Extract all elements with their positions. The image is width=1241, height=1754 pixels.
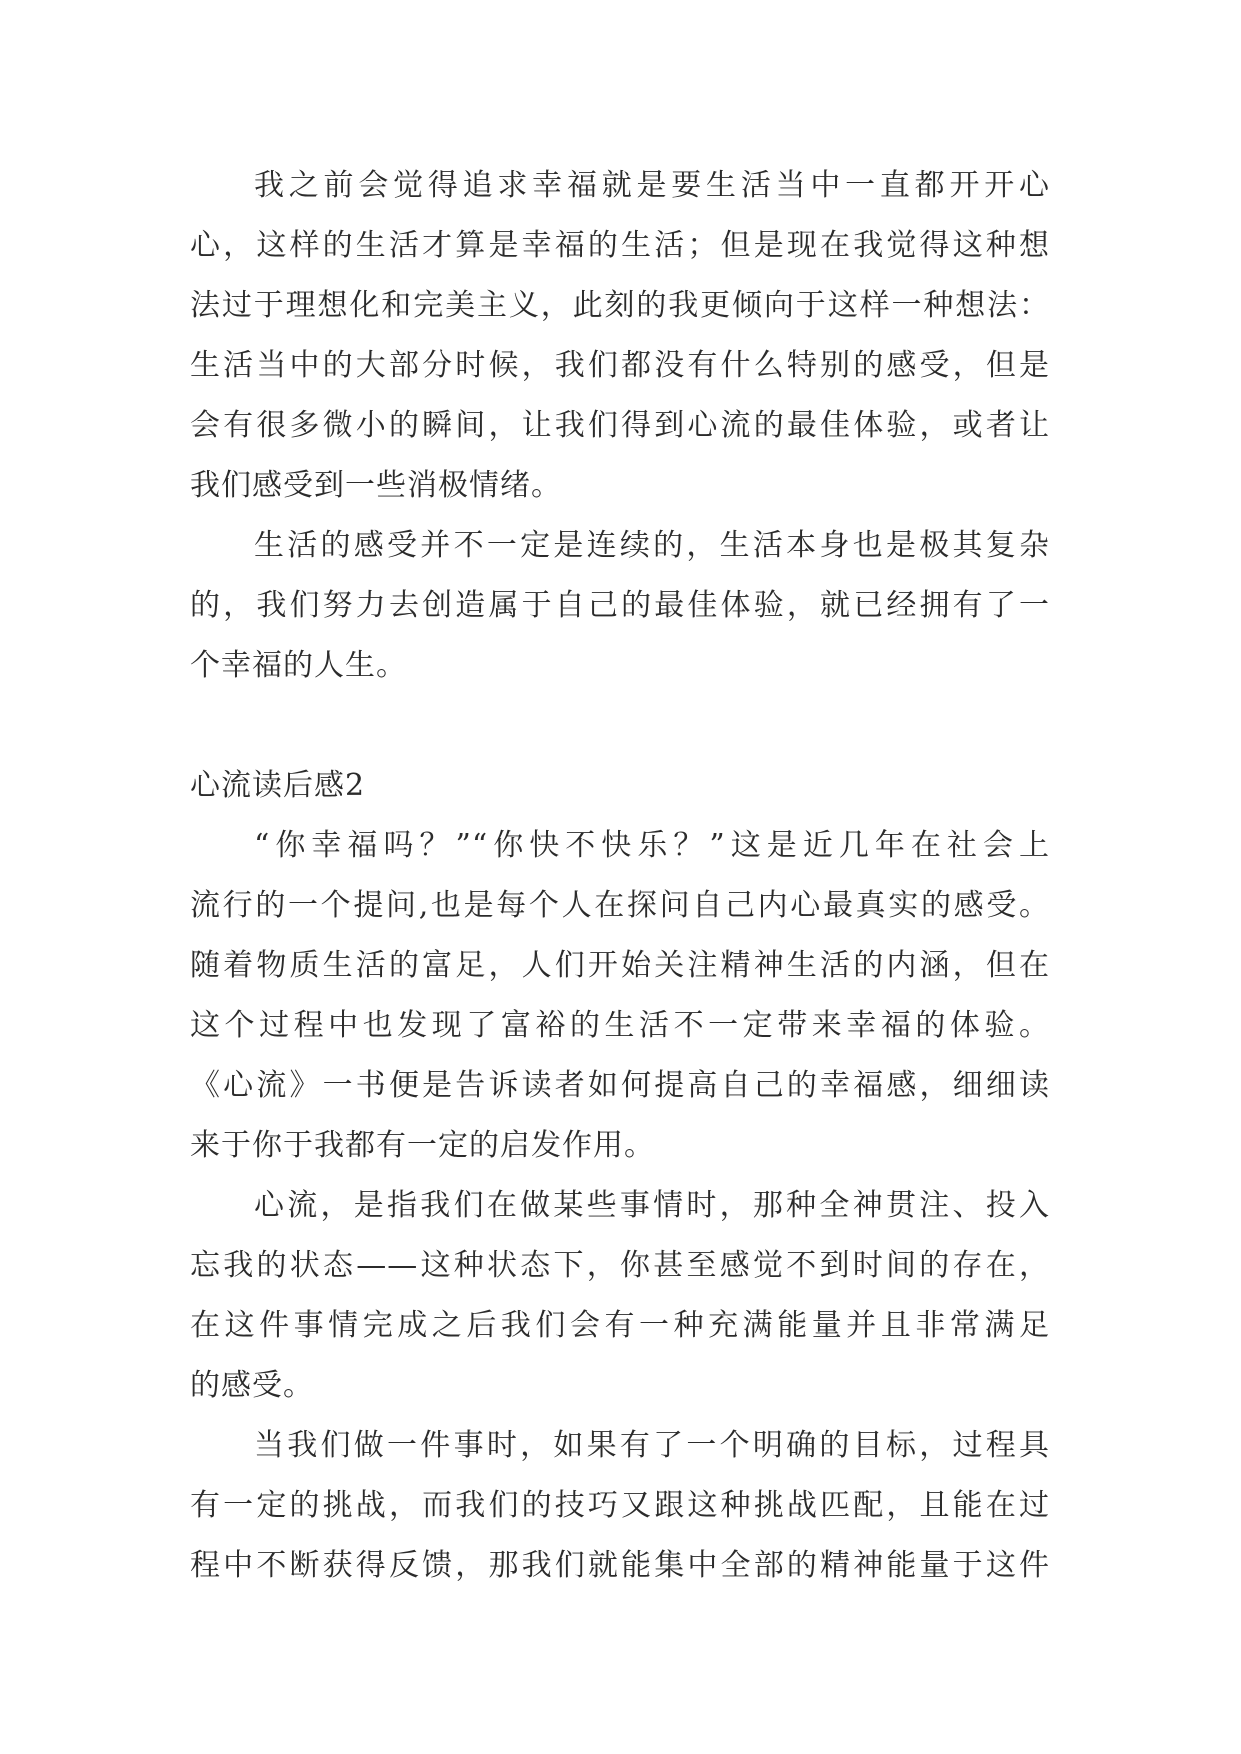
paragraph-line: 心流，是指我们在做某些事情时，那种全神贯注、投入: [254, 1188, 1050, 1223]
paragraph-line: 我们感受到一些消极情绪。: [190, 468, 562, 503]
paragraph-line: 忘我的状态——这种状态下，你甚至感觉不到时间的存在，: [190, 1248, 1050, 1283]
paragraph-line: 法过于理想化和完美主义，此刻的我更倾向于这样一种想法：: [190, 288, 1050, 323]
paragraph-line: 有一定的挑战，而我们的技巧又跟这种挑战匹配，且能在过: [190, 1488, 1050, 1523]
paragraph-line: 生活的感受并不一定是连续的，生活本身也是极其复杂: [254, 528, 1050, 563]
paragraph-line: 当我们做一件事时，如果有了一个明确的目标，过程具: [254, 1428, 1050, 1463]
paragraph-line: 个幸福的人生。: [190, 648, 407, 683]
paragraph: [190, 1416, 1050, 1596]
paragraph-line: 我之前会觉得追求幸福就是要生活当中一直都开开心: [254, 168, 1050, 203]
paragraph-line: 的感受。: [190, 1368, 314, 1403]
paragraph: [190, 1176, 1050, 1416]
document-body: [190, 156, 1050, 1596]
paragraph-line: 会有很多微小的瞬间，让我们得到心流的最佳体验，或者让: [190, 408, 1050, 443]
paragraph-line: 程中不断获得反馈，那我们就能集中全部的精神能量于这件: [190, 1548, 1050, 1583]
paragraph: [190, 516, 1050, 696]
paragraph-line: “你幸福吗？”“你快不快乐？”这是近几年在社会上: [254, 828, 1050, 863]
paragraph-line: 《心流》一书便是告诉读者如何提高自己的幸福感，细细读: [190, 1068, 1050, 1103]
paragraph: [190, 156, 1050, 516]
paragraph-line: 心，这样的生活才算是幸福的生活；但是现在我觉得这种想: [190, 228, 1050, 263]
paragraph-line: 流行的一个提问,也是每个人在探问自己内心最真实的感受。: [190, 888, 1050, 923]
paragraph: [190, 816, 1050, 1176]
paragraph-line: 生活当中的大部分时候，我们都没有什么特别的感受，但是: [190, 348, 1050, 383]
paragraph-line: 来于你于我都有一定的启发作用。: [190, 1128, 655, 1163]
paragraph-line: 的，我们努力去创造属于自己的最佳体验，就已经拥有了一: [190, 588, 1050, 623]
paragraph-line: 这个过程中也发现了富裕的生活不一定带来幸福的体验。: [190, 1008, 1050, 1043]
section-spacer: [190, 696, 1050, 756]
paragraph-line: 在这件事情完成之后我们会有一种充满能量并且非常满足: [190, 1308, 1050, 1343]
paragraph-line: 随着物质生活的富足，人们开始关注精神生活的内涵，但在: [190, 948, 1050, 983]
section-title: 心流读后感2: [190, 768, 366, 803]
